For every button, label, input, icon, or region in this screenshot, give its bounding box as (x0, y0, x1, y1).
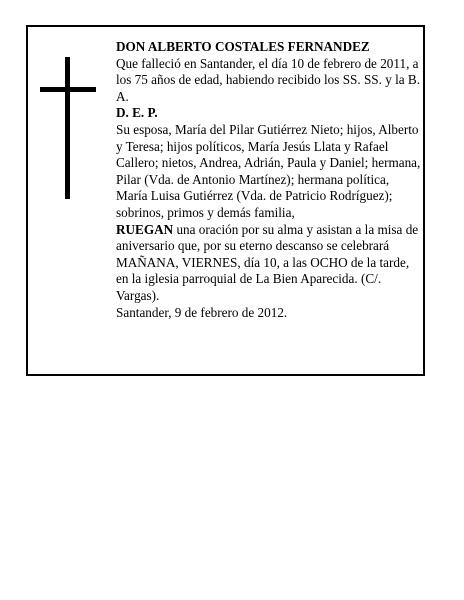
obituary-notice (26, 25, 425, 376)
notice-text (116, 39, 422, 321)
cross-icon (40, 57, 96, 199)
place-date: Santander, 9 de febrero de 2012. (116, 304, 288, 320)
dep-abbreviation: D. E. P. (116, 105, 158, 121)
ruegan-word: RUEGAN (116, 221, 174, 237)
death-statement: Que falleció en Santander, el día 10 de febrero de 2011, a los 75 años de edad, habiendo recibido los SS. SS. y la B. A. (116, 55, 421, 104)
cross-vertical-bar (65, 57, 70, 199)
cross-horizontal-bar (40, 87, 96, 92)
request-text: una oración por su alma y asistan a la misa de aniversario que, por su eterno descanso se celebrará MAÑANA, VIERNES, día 10, a las OCHO de la tarde, en la iglesia parroquial de La Bien Aparecida. (C/. Vargas). (116, 221, 419, 303)
family-list: Su esposa, María del Pilar Gutiérrez Nieto; hijos, Alberto y Teresa; hijos políticos, María Jesús Llata y Rafael Callero; nietos, Andrea, Adrián, Paula y Daniel; hermana, Pilar (Vda. de Antonio Martínez); hermana política, María Luisa Gutiérrez (Vda. de Patricio Rodríguez); sobrinos, primos y demás familia, (116, 121, 421, 220)
request-paragraph (116, 222, 422, 305)
deceased-name: DON ALBERTO COSTALES FERNANDEZ (116, 39, 370, 54)
